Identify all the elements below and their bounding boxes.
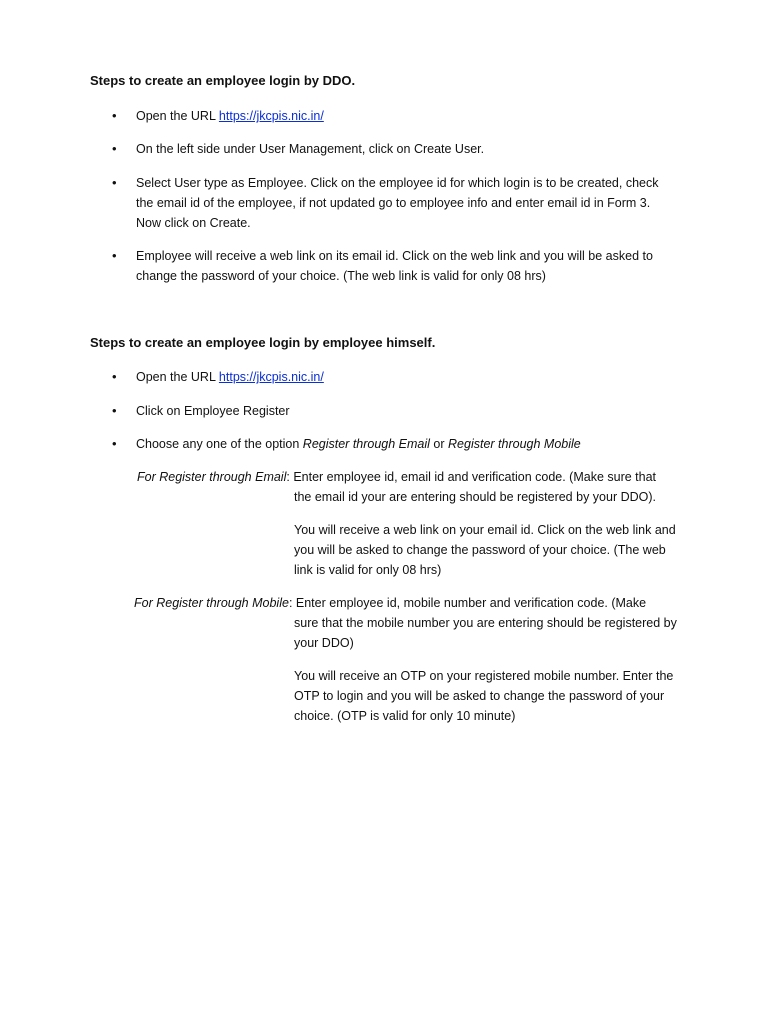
bullet-icon: •	[112, 141, 117, 156]
bullet-icon: •	[112, 369, 117, 384]
bullet-icon: •	[112, 175, 117, 190]
email-instruction-rest: the email id your are entering should be registered by your DDO).	[294, 490, 656, 504]
section2-step1	[136, 367, 676, 387]
step-text: Choose any one of the option	[136, 437, 303, 451]
email-label: For Register through Email	[137, 470, 287, 484]
step-text: On the left side under	[136, 142, 259, 156]
email-weblink-paragraph: You will receive a web link on your email id. Click on the web link and you will be asked to change the password of your choice. (The web link is valid for only 08 hrs)	[294, 523, 676, 577]
email-instruction-line: Enter employee id, email id and verification code. (Make sure that	[293, 470, 657, 484]
section1-step4: Employee will receive a web link on its email id. Click on the web link and you will be asked to change the password of your choice. (The web link is valid for only 08 hrs)	[136, 249, 653, 283]
jkcpis-link[interactable]: https://jkcpis.nic.in/	[218, 370, 324, 384]
step-text: Open the URL	[136, 370, 219, 384]
section1-heading: Steps to create an employee login by DDO.	[90, 73, 356, 88]
user-management-text: User Management	[259, 142, 362, 156]
bullet-icon: •	[112, 108, 117, 123]
jkcpis-link[interactable]: https://jkcpis.nic.in/	[218, 109, 324, 123]
bullet-icon: •	[112, 248, 117, 263]
step-text: Open the URL	[136, 109, 219, 123]
section1-step2	[136, 139, 676, 159]
section2-step3	[136, 434, 676, 454]
mobile-block-first-line	[134, 593, 646, 613]
email-block-first-line	[137, 467, 656, 487]
employee-register-text: Employee Register	[183, 404, 290, 418]
bullet-icon: •	[112, 403, 117, 418]
create-user-text: Create User	[413, 142, 481, 156]
mobile-instruction-line: Enter employee id, mobile number and verification code. (Make	[295, 596, 647, 610]
mobile-instruction-rest: sure that the mobile number you are entering should be registered by your DDO)	[294, 616, 677, 650]
register-email-option: Register through Email	[302, 437, 430, 451]
step-text: or	[429, 437, 449, 451]
step-text: .	[480, 142, 485, 156]
colon-text: :	[288, 596, 296, 610]
step-text: , click on	[361, 142, 414, 156]
section1-step1	[136, 106, 676, 126]
colon-text: :	[286, 470, 294, 484]
section2-step2	[136, 401, 676, 421]
bullet-icon: •	[112, 436, 117, 451]
mobile-otp-paragraph: You will receive an OTP on your registered mobile number. Enter the OTP to login and you will be asked to change the password of your choice. (OTP is valid for only 10 minute)	[294, 669, 674, 723]
register-mobile-option: Register through Mobile	[448, 437, 581, 451]
step-text: Click on	[136, 404, 184, 418]
mobile-label: For Register through Mobile	[134, 596, 289, 610]
section2-heading: Steps to create an employee login by employee himself.	[90, 335, 436, 350]
section1-step3: Select User type as Employee. Click on the employee id for which login is to be created, check the email id of the employee, if not updated go to employee info and enter email id in Form 3. Now click on Create.	[136, 176, 659, 230]
